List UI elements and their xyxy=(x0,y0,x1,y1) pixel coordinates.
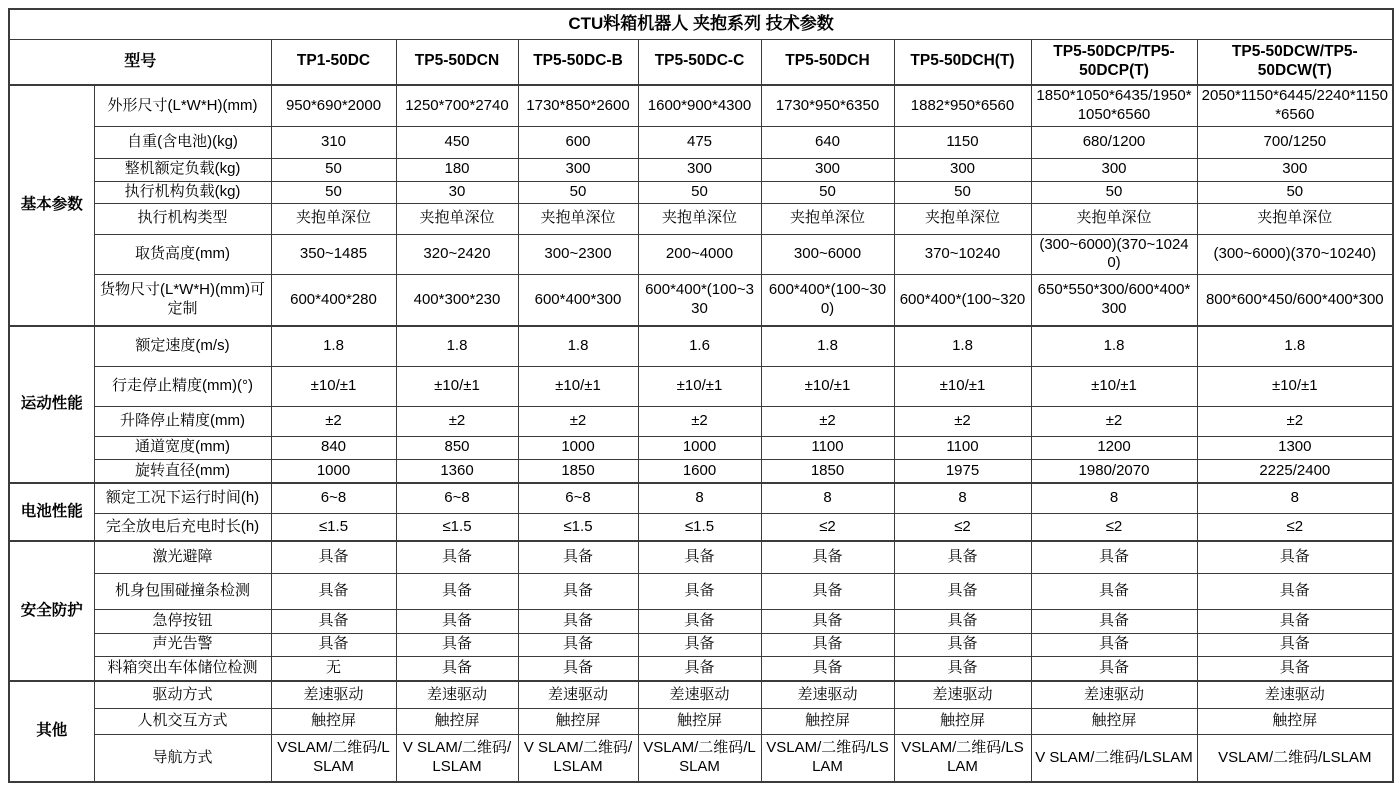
model-col-header: TP1-50DC xyxy=(271,39,396,85)
spec-value: 具备 xyxy=(1197,656,1393,681)
model-col-header: TP5-50DCW/TP5-50DCW(T) xyxy=(1197,39,1393,85)
spec-value: 1000 xyxy=(518,436,638,459)
table-row xyxy=(9,234,1393,274)
spec-value: 触控屏 xyxy=(1031,708,1197,734)
table-row xyxy=(9,609,1393,633)
spec-value: 600*400*300 xyxy=(518,274,638,326)
spec-value: 6~8 xyxy=(271,483,396,513)
spec-value: 1.8 xyxy=(894,326,1031,366)
spec-value: 具备 xyxy=(396,633,518,656)
spec-value: 370~10240 xyxy=(894,234,1031,274)
spec-value: ±2 xyxy=(894,406,1031,436)
spec-value: 650*550*300/600*400*300 xyxy=(1031,274,1197,326)
spec-value: 950*690*2000 xyxy=(271,85,396,126)
spec-value: VSLAM/二维码/LSLAM xyxy=(271,734,396,782)
spec-value: 300 xyxy=(894,158,1031,181)
spec-value: 350~1485 xyxy=(271,234,396,274)
section-label: 电池性能 xyxy=(9,483,94,541)
spec-value: 400*300*230 xyxy=(396,274,518,326)
spec-value: 具备 xyxy=(396,541,518,573)
section-label: 其他 xyxy=(9,681,94,782)
spec-value: ±10/±1 xyxy=(271,366,396,406)
param-label: 完全放电后充电时长(h) xyxy=(94,513,271,541)
table-row xyxy=(9,274,1393,326)
table-row xyxy=(9,436,1393,459)
spec-value: 1850 xyxy=(518,459,638,483)
spec-value: 600*400*(100~330 xyxy=(638,274,761,326)
spec-value: ±2 xyxy=(271,406,396,436)
spec-value: ≤2 xyxy=(1031,513,1197,541)
spec-value: 夹抱单深位 xyxy=(1031,203,1197,234)
spec-value: 具备 xyxy=(1031,573,1197,609)
spec-value: 夹抱单深位 xyxy=(1197,203,1393,234)
spec-value: 具备 xyxy=(396,656,518,681)
model-col-header: TP5-50DCH(T) xyxy=(894,39,1031,85)
spec-value: 触控屏 xyxy=(894,708,1031,734)
spec-value: ±2 xyxy=(1197,406,1393,436)
spec-value: ≤1.5 xyxy=(638,513,761,541)
spec-value: 具备 xyxy=(1031,656,1197,681)
spec-value: 1.8 xyxy=(1197,326,1393,366)
spec-value: 30 xyxy=(396,181,518,203)
spec-value: 差速驱动 xyxy=(396,681,518,708)
spec-value: 1980/2070 xyxy=(1031,459,1197,483)
param-label: 人机交互方式 xyxy=(94,708,271,734)
spec-value: 具备 xyxy=(761,633,894,656)
spec-value: 1882*950*6560 xyxy=(894,85,1031,126)
spec-value: VSLAM/二维码/LSLAM xyxy=(894,734,1031,782)
spec-value: 具备 xyxy=(1197,573,1393,609)
spec-value: 50 xyxy=(271,181,396,203)
spec-value: 1.8 xyxy=(761,326,894,366)
table-row xyxy=(9,656,1393,681)
spec-value: 具备 xyxy=(638,609,761,633)
spec-value: 具备 xyxy=(271,609,396,633)
spec-value: 1850*1050*6435/1950*1050*6560 xyxy=(1031,85,1197,126)
spec-value: 触控屏 xyxy=(396,708,518,734)
spec-value: 具备 xyxy=(1197,633,1393,656)
spec-value: 具备 xyxy=(1031,609,1197,633)
spec-value: 具备 xyxy=(518,541,638,573)
spec-value: 具备 xyxy=(638,656,761,681)
spec-value: 差速驱动 xyxy=(1031,681,1197,708)
spec-value: 差速驱动 xyxy=(518,681,638,708)
spec-value: 差速驱动 xyxy=(638,681,761,708)
spec-value: 1100 xyxy=(761,436,894,459)
spec-value: VSLAM/二维码/LSLAM xyxy=(761,734,894,782)
spec-value: V SLAM/二维码/LSLAM xyxy=(1031,734,1197,782)
spec-value: 具备 xyxy=(894,656,1031,681)
spec-value: 触控屏 xyxy=(271,708,396,734)
spec-value: 差速驱动 xyxy=(271,681,396,708)
spec-value: 2225/2400 xyxy=(1197,459,1393,483)
spec-value: 1.6 xyxy=(638,326,761,366)
spec-value: 1.8 xyxy=(396,326,518,366)
spec-value: ±10/±1 xyxy=(638,366,761,406)
spec-value: 320~2420 xyxy=(396,234,518,274)
model-col-header: TP5-50DC-C xyxy=(638,39,761,85)
spec-value: 300 xyxy=(638,158,761,181)
param-label: 通道宽度(mm) xyxy=(94,436,271,459)
table-row xyxy=(9,85,1393,126)
spec-table xyxy=(8,8,1394,783)
section-label: 运动性能 xyxy=(9,326,94,483)
spec-value: ≤2 xyxy=(1197,513,1393,541)
model-col-header: TP5-50DC-B xyxy=(518,39,638,85)
spec-value: 差速驱动 xyxy=(761,681,894,708)
spec-value: ±2 xyxy=(638,406,761,436)
spec-value: 1.8 xyxy=(271,326,396,366)
param-label: 执行机构类型 xyxy=(94,203,271,234)
param-label: 额定工况下运行时间(h) xyxy=(94,483,271,513)
spec-value: 夹抱单深位 xyxy=(894,203,1031,234)
spec-value: 1000 xyxy=(638,436,761,459)
param-label: 机身包围碰撞条检测 xyxy=(94,573,271,609)
spec-value: 触控屏 xyxy=(638,708,761,734)
table-row xyxy=(9,513,1393,541)
spec-value: 1600*900*4300 xyxy=(638,85,761,126)
spec-value: 具备 xyxy=(638,541,761,573)
spec-value: 50 xyxy=(518,181,638,203)
section-label: 安全防护 xyxy=(9,541,94,681)
spec-value: 1975 xyxy=(894,459,1031,483)
spec-value: 具备 xyxy=(396,573,518,609)
table-row xyxy=(9,158,1393,181)
spec-value: 具备 xyxy=(271,541,396,573)
spec-value: 50 xyxy=(1031,181,1197,203)
spec-value: 具备 xyxy=(1197,609,1393,633)
spec-value: 1200 xyxy=(1031,436,1197,459)
spec-value: 850 xyxy=(396,436,518,459)
spec-value: ±2 xyxy=(518,406,638,436)
spec-value: 8 xyxy=(1031,483,1197,513)
spec-value: ±2 xyxy=(396,406,518,436)
spec-value: 6~8 xyxy=(518,483,638,513)
spec-value: 6~8 xyxy=(396,483,518,513)
spec-value: 600*400*(100~300) xyxy=(761,274,894,326)
spec-value: 夹抱单深位 xyxy=(761,203,894,234)
model-label-header: 型号 xyxy=(9,39,271,85)
table-row xyxy=(9,633,1393,656)
spec-value: 具备 xyxy=(271,573,396,609)
spec-value: 具备 xyxy=(1197,541,1393,573)
spec-value: 具备 xyxy=(761,541,894,573)
param-label: 导航方式 xyxy=(94,734,271,782)
spec-value: 1600 xyxy=(638,459,761,483)
param-label: 急停按钮 xyxy=(94,609,271,633)
param-label: 驱动方式 xyxy=(94,681,271,708)
spec-value: 1300 xyxy=(1197,436,1393,459)
spec-value: 差速驱动 xyxy=(894,681,1031,708)
spec-value: 800*600*450/600*400*300 xyxy=(1197,274,1393,326)
spec-value: 差速驱动 xyxy=(1197,681,1393,708)
spec-value: 640 xyxy=(761,126,894,158)
spec-value: 600*400*(100~320 xyxy=(894,274,1031,326)
spec-value: 1000 xyxy=(271,459,396,483)
table-row xyxy=(9,326,1393,366)
param-label: 行走停止精度(mm)(°) xyxy=(94,366,271,406)
param-label: 取货高度(mm) xyxy=(94,234,271,274)
spec-value: 具备 xyxy=(638,633,761,656)
table-row xyxy=(9,406,1393,436)
spec-value: 具备 xyxy=(638,573,761,609)
model-col-header: TP5-50DCH xyxy=(761,39,894,85)
table-row xyxy=(9,366,1393,406)
param-label: 升降停止精度(mm) xyxy=(94,406,271,436)
spec-value: 8 xyxy=(761,483,894,513)
spec-value: 8 xyxy=(1197,483,1393,513)
spec-value: 具备 xyxy=(518,656,638,681)
spec-value: 600 xyxy=(518,126,638,158)
spec-value: 1.8 xyxy=(518,326,638,366)
spec-value: VSLAM/二维码/LSLAM xyxy=(638,734,761,782)
spec-value: ≤1.5 xyxy=(518,513,638,541)
param-label: 自重(含电池)(kg) xyxy=(94,126,271,158)
spec-value: 1360 xyxy=(396,459,518,483)
spec-value: 夹抱单深位 xyxy=(271,203,396,234)
spec-value: 具备 xyxy=(894,573,1031,609)
spec-value: ≤1.5 xyxy=(396,513,518,541)
spec-value: 夹抱单深位 xyxy=(638,203,761,234)
spec-value: 具备 xyxy=(894,609,1031,633)
spec-value: (300~6000)(370~10240) xyxy=(1031,234,1197,274)
spec-value: 200~4000 xyxy=(638,234,761,274)
spec-value: 触控屏 xyxy=(761,708,894,734)
param-label: 整机额定负载(kg) xyxy=(94,158,271,181)
spec-value: 具备 xyxy=(1031,633,1197,656)
spec-value: ±10/±1 xyxy=(1031,366,1197,406)
param-label: 激光避障 xyxy=(94,541,271,573)
table-row xyxy=(9,203,1393,234)
table-title: CTU料箱机器人 夹抱系列 技术参数 xyxy=(9,9,1393,39)
spec-value: 300 xyxy=(518,158,638,181)
spec-value: 50 xyxy=(894,181,1031,203)
spec-value: 8 xyxy=(638,483,761,513)
param-label: 执行机构负载(kg) xyxy=(94,181,271,203)
spec-value: ±10/±1 xyxy=(761,366,894,406)
spec-value: 8 xyxy=(894,483,1031,513)
param-label: 额定速度(m/s) xyxy=(94,326,271,366)
spec-value: 1850 xyxy=(761,459,894,483)
spec-value: ±10/±1 xyxy=(1197,366,1393,406)
spec-value: ±10/±1 xyxy=(396,366,518,406)
spec-value: 具备 xyxy=(518,633,638,656)
table-row xyxy=(9,126,1393,158)
spec-value: 1.8 xyxy=(1031,326,1197,366)
spec-value: 680/1200 xyxy=(1031,126,1197,158)
param-label: 货物尺寸(L*W*H)(mm)可定制 xyxy=(94,274,271,326)
table-row xyxy=(9,483,1393,513)
param-label: 声光告警 xyxy=(94,633,271,656)
table-row xyxy=(9,734,1393,782)
spec-value: 触控屏 xyxy=(518,708,638,734)
spec-value: 300~6000 xyxy=(761,234,894,274)
spec-value: 具备 xyxy=(894,541,1031,573)
spec-value: 50 xyxy=(1197,181,1393,203)
spec-value: 夹抱单深位 xyxy=(396,203,518,234)
spec-value: 无 xyxy=(271,656,396,681)
spec-value: 1100 xyxy=(894,436,1031,459)
param-label: 旋转直径(mm) xyxy=(94,459,271,483)
spec-value: 具备 xyxy=(271,633,396,656)
spec-value: 700/1250 xyxy=(1197,126,1393,158)
spec-value: 50 xyxy=(271,158,396,181)
spec-value: ±2 xyxy=(761,406,894,436)
spec-value: 具备 xyxy=(761,656,894,681)
spec-value: ±10/±1 xyxy=(894,366,1031,406)
spec-value: VSLAM/二维码/LSLAM xyxy=(1197,734,1393,782)
spec-value: 具备 xyxy=(518,573,638,609)
table-row xyxy=(9,181,1393,203)
spec-value: 具备 xyxy=(761,573,894,609)
spec-value: 具备 xyxy=(761,609,894,633)
spec-value: V SLAM/二维码/LSLAM xyxy=(518,734,638,782)
table-row xyxy=(9,708,1393,734)
spec-value: 840 xyxy=(271,436,396,459)
spec-value: 300 xyxy=(1197,158,1393,181)
spec-value: (300~6000)(370~10240) xyxy=(1197,234,1393,274)
spec-value: ±10/±1 xyxy=(518,366,638,406)
spec-value: 50 xyxy=(761,181,894,203)
spec-value: ≤2 xyxy=(894,513,1031,541)
spec-value: 夹抱单深位 xyxy=(518,203,638,234)
spec-value: 1150 xyxy=(894,126,1031,158)
spec-value: 1730*950*6350 xyxy=(761,85,894,126)
spec-value: 具备 xyxy=(518,609,638,633)
table-row xyxy=(9,573,1393,609)
table-row xyxy=(9,681,1393,708)
spec-value: 300 xyxy=(761,158,894,181)
spec-value: V SLAM/二维码/LSLAM xyxy=(396,734,518,782)
spec-value: 475 xyxy=(638,126,761,158)
spec-value: 触控屏 xyxy=(1197,708,1393,734)
spec-value: ±2 xyxy=(1031,406,1197,436)
section-label: 基本参数 xyxy=(9,85,94,326)
model-col-header: TP5-50DCN xyxy=(396,39,518,85)
spec-value: 1730*850*2600 xyxy=(518,85,638,126)
spec-value: 180 xyxy=(396,158,518,181)
spec-value: 具备 xyxy=(1031,541,1197,573)
spec-value: 300~2300 xyxy=(518,234,638,274)
spec-value: 300 xyxy=(1031,158,1197,181)
spec-value: ≤2 xyxy=(761,513,894,541)
param-label: 外形尺寸(L*W*H)(mm) xyxy=(94,85,271,126)
param-label: 料箱突出车体储位检测 xyxy=(94,656,271,681)
table-row xyxy=(9,459,1393,483)
spec-value: 310 xyxy=(271,126,396,158)
spec-value: 具备 xyxy=(894,633,1031,656)
spec-value: 50 xyxy=(638,181,761,203)
spec-value: 1250*700*2740 xyxy=(396,85,518,126)
spec-value: 600*400*280 xyxy=(271,274,396,326)
table-row xyxy=(9,541,1393,573)
spec-value: 450 xyxy=(396,126,518,158)
spec-value: ≤1.5 xyxy=(271,513,396,541)
spec-value: 2050*1150*6445/2240*1150*6560 xyxy=(1197,85,1393,126)
model-col-header: TP5-50DCP/TP5-50DCP(T) xyxy=(1031,39,1197,85)
spec-value: 具备 xyxy=(396,609,518,633)
